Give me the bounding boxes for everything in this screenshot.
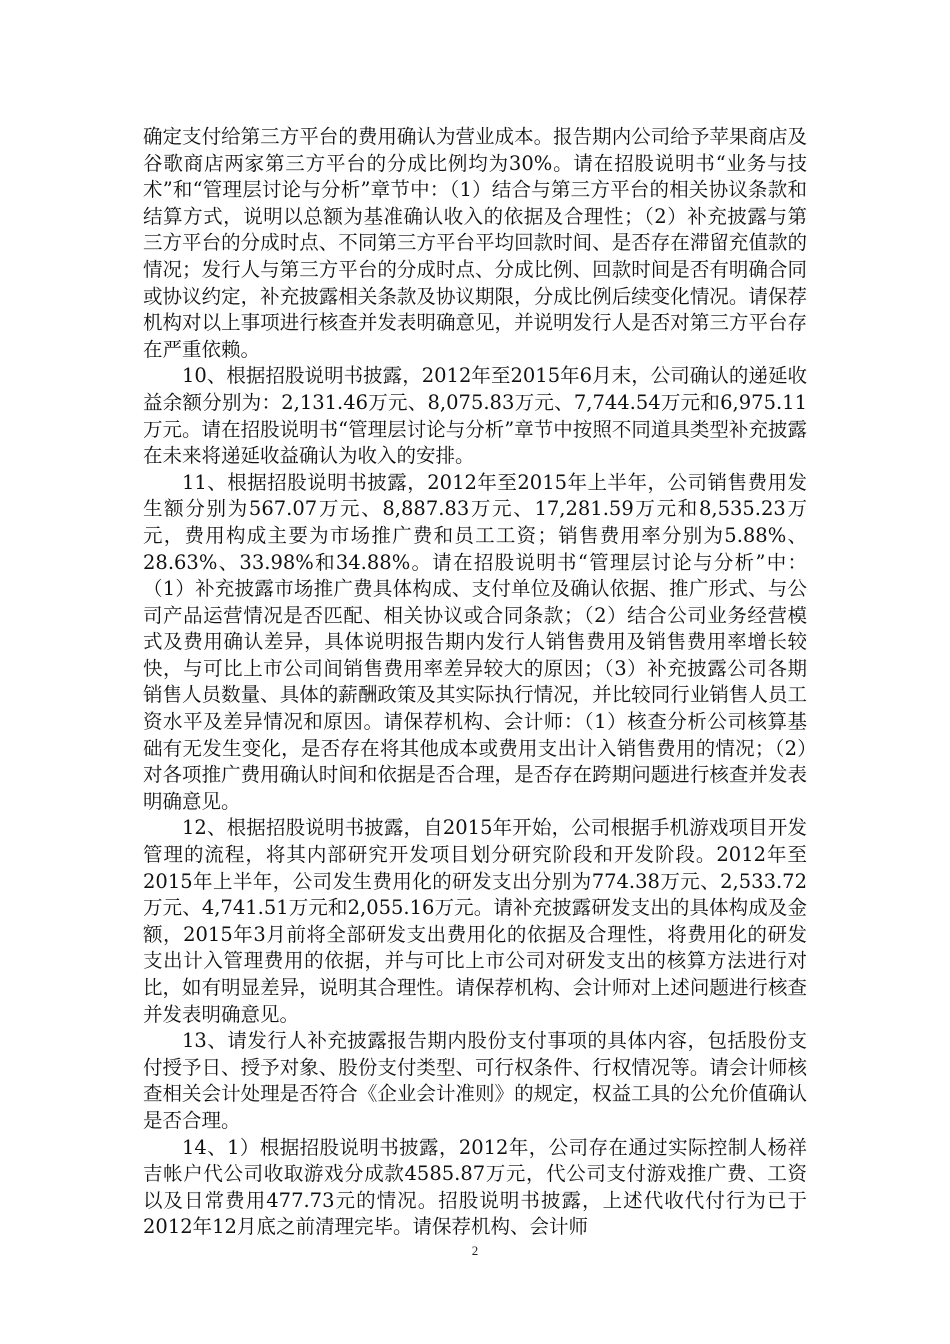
paragraph-9-continued: 确定支付给第三方平台的费用确认为营业成本。报告期内公司给予苹果商店及谷歌商店两家第三方平台的分成比例均为30%。请在招股说明书“业务与技术”和“管理层讨论与分析”章节中：（1）结合与第三方平台的相关协议条款和结算方式，说明以总额为基准确认收入的依据及合理性；（2）补充披露与第三方平台的分成时点、不同第三方平台平均回款时间、是否存在滞留充值款的情况；发行人与第三方平台的分成时点、分成比例、回款时间是否有明确合同或协议约定，补充披露相关条款及协议期限，分成比例后续变化情况。请保荐机构对以上事项进行核查并发表明确意见，并说明发行人是否对第三方平台存在严重依赖。 [143, 125, 807, 361]
paragraph-12: 12、根据招股说明书披露，自2015年开始，公司根据手机游戏项目开发管理的流程，将其内部研究开发项目划分研究阶段和开发阶段。2012年至2015年上半年，公司发生费用化的研发支出分别为774.38万元、2,533.72万元、4,741.51万元和2,055.16万元。请补充披露研发支出的具体构成及金额，2015年3月前将全部研发支出费用化的依据及合理性，将费用化的研发支出计入管理费用的依据，并与可比上市公司对研发支出的核算方法进行对比，如有明显差异，说明其合理性。请保荐机构、会计师对上述问题进行核查并发表明确意见。 [143, 816, 807, 1026]
document-body [143, 124, 807, 1241]
paragraph-14: 14、1）根据招股说明书披露，2012年，公司存在通过实际控制人杨祥吉帐户代公司收取游戏分成款4585.87万元，代公司支付游戏推广费、工资以及日常费用477.73元的情况。招股说明书披露，上述代收代付行为已于2012年12月底之前清理完毕。请保荐机构、会计师 [143, 1135, 807, 1239]
page-number: 2 [471, 1243, 479, 1258]
paragraph-13: 13、请发行人补充披露报告期内股份支付事项的具体内容，包括股份支付授予日、授予对象、股份支付类型、可行权条件、行权情况等。请会计师核查相关会计处理是否符合《企业会计准则》的规定，权益工具的公允价值确认是否合理。 [143, 1029, 807, 1132]
paragraph-10: 10、根据招股说明书披露，2012年至2015年6月末，公司确认的递延收益余额分别为：2,131.46万元、8,075.83万元、7,744.54万元和6,975.11万元。请在招股说明书“管理层讨论与分析”章节中按照不同道具类型补充披露在未来将递延收益确认为收入的安排。 [143, 364, 807, 468]
paragraph-11: 11、根据招股说明书披露，2012年至2015年上半年，公司销售费用发生额分别为567.07万元、8,887.83万元、17,281.59万元和8,535.23万元，费用构成主要为市场推广费和员工工资；销售费用率分别为5.88%、28.63%、33.98%和34.88%。请在招股说明书“管理层讨论与分析”中：（1）补充披露市场推广费具体构成、支付单位及确认依据、推广形式、与公司产品运营情况是否匹配、相关协议或合同条款；（2）结合公司业务经营模式及费用确认差异，具体说明报告期内发行人销售费用及销售费用率增长较快，与可比上市公司间销售费用率差异较大的原因；（3）补充披露公司各期销售人员数量、具体的薪酬政策及其实际执行情况，并比较同行业销售人员工资水平及差异情况和原因。请保荐机构、会计师：（1）核查分析公司核算基础有无发生变化，是否存在将其他成本或费用支出计入销售费用的情况；（2）对各项推广费用确认时间和依据是否合理，是否存在跨期问题进行核查并发表明确意见。 [143, 470, 807, 813]
